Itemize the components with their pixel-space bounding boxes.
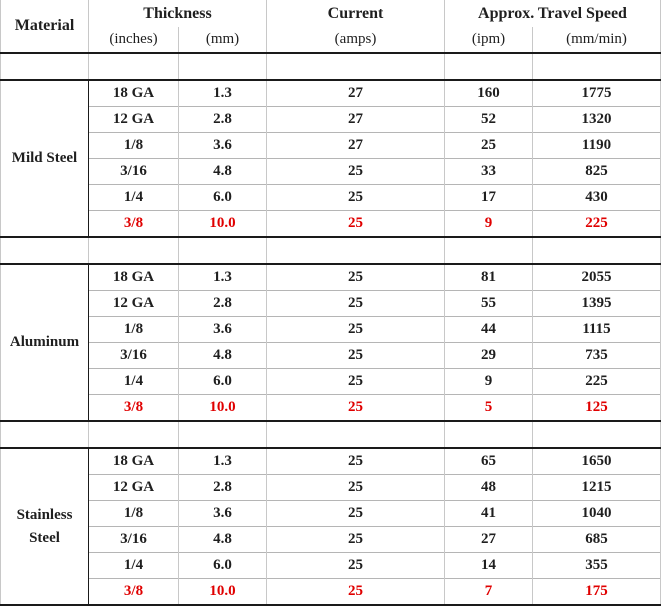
speed-ipm-cell: 9 bbox=[445, 211, 533, 238]
current-amps-cell: 25 bbox=[267, 448, 445, 475]
current-amps-cell: 25 bbox=[267, 264, 445, 291]
current-amps-cell: 25 bbox=[267, 211, 445, 238]
thickness-mm-cell: 3.6 bbox=[179, 133, 267, 159]
table-row bbox=[1, 369, 661, 395]
thickness-inches-cell: 3/16 bbox=[89, 343, 179, 369]
speed-ipm-cell: 9 bbox=[445, 369, 533, 395]
current-amps-cell: 27 bbox=[267, 80, 445, 107]
speed-ipm-cell: 27 bbox=[445, 527, 533, 553]
speed-mmmin-cell: 735 bbox=[533, 343, 661, 369]
speed-mmmin-cell: 1190 bbox=[533, 133, 661, 159]
material-cell bbox=[1, 80, 89, 237]
thickness-mm-cell: 6.0 bbox=[179, 369, 267, 395]
current-amps-cell: 25 bbox=[267, 185, 445, 211]
speed-ipm-cell: 44 bbox=[445, 317, 533, 343]
spacer-cell bbox=[179, 53, 267, 80]
thickness-inches-cell: 3/16 bbox=[89, 159, 179, 185]
speed-mmmin-header: (mm/min) bbox=[533, 27, 661, 53]
speed-mmmin-cell: 825 bbox=[533, 159, 661, 185]
speed-ipm-cell: 65 bbox=[445, 448, 533, 475]
thickness-mm-cell: 1.3 bbox=[179, 448, 267, 475]
speed-mmmin-cell: 685 bbox=[533, 527, 661, 553]
table-row bbox=[1, 579, 661, 606]
speed-mmmin-cell: 2055 bbox=[533, 264, 661, 291]
thickness-mm-cell: 10.0 bbox=[179, 395, 267, 422]
thickness-inches-header: (inches) bbox=[89, 27, 179, 53]
speed-mmmin-cell: 355 bbox=[533, 553, 661, 579]
speed-ipm-cell: 33 bbox=[445, 159, 533, 185]
thickness-mm-cell: 6.0 bbox=[179, 185, 267, 211]
travel-speed-header: Approx. Travel Speed bbox=[445, 0, 661, 27]
spacer-cell bbox=[89, 237, 179, 264]
speed-ipm-cell: 25 bbox=[445, 133, 533, 159]
current-amps-cell: 25 bbox=[267, 501, 445, 527]
thickness-inches-cell: 1/8 bbox=[89, 133, 179, 159]
spacer-cell bbox=[179, 237, 267, 264]
table-row bbox=[1, 501, 661, 527]
table-body bbox=[1, 53, 661, 605]
material-cell bbox=[1, 448, 89, 605]
thickness-inches-cell: 3/16 bbox=[89, 527, 179, 553]
table-row bbox=[1, 185, 661, 211]
thickness-mm-cell: 4.8 bbox=[179, 159, 267, 185]
current-amps-cell: 25 bbox=[267, 317, 445, 343]
speed-mmmin-cell: 430 bbox=[533, 185, 661, 211]
thickness-inches-cell: 18 GA bbox=[89, 264, 179, 291]
current-amps-cell: 25 bbox=[267, 369, 445, 395]
spacer-cell bbox=[267, 53, 445, 80]
speed-mmmin-cell: 1775 bbox=[533, 80, 661, 107]
table-row bbox=[1, 475, 661, 501]
speed-mmmin-cell: 225 bbox=[533, 369, 661, 395]
speed-mmmin-cell: 125 bbox=[533, 395, 661, 422]
spacer-cell bbox=[445, 237, 533, 264]
material-label: Mild Steel bbox=[11, 150, 78, 166]
spacer-cell bbox=[89, 421, 179, 448]
speed-mmmin-cell: 1040 bbox=[533, 501, 661, 527]
table-row bbox=[1, 211, 661, 238]
current-amps-cell: 27 bbox=[267, 133, 445, 159]
spacer-cell bbox=[1, 53, 89, 80]
thickness-mm-cell: 10.0 bbox=[179, 579, 267, 606]
speed-mmmin-cell: 1395 bbox=[533, 291, 661, 317]
thickness-mm-header: (mm) bbox=[179, 27, 267, 53]
current-amps-cell: 25 bbox=[267, 579, 445, 606]
thickness-mm-cell: 6.0 bbox=[179, 553, 267, 579]
table-row bbox=[1, 159, 661, 185]
thickness-inches-cell: 1/8 bbox=[89, 501, 179, 527]
table-row bbox=[1, 133, 661, 159]
current-amps-cell: 25 bbox=[267, 159, 445, 185]
speed-ipm-cell: 29 bbox=[445, 343, 533, 369]
spacer-cell bbox=[89, 53, 179, 80]
thickness-mm-cell: 1.3 bbox=[179, 80, 267, 107]
speed-mmmin-cell: 1650 bbox=[533, 448, 661, 475]
speed-ipm-cell: 41 bbox=[445, 501, 533, 527]
material-header: Material bbox=[1, 0, 89, 53]
spacer-cell bbox=[179, 421, 267, 448]
thickness-inches-cell: 1/8 bbox=[89, 317, 179, 343]
thickness-mm-cell: 4.8 bbox=[179, 343, 267, 369]
thickness-mm-cell: 3.6 bbox=[179, 501, 267, 527]
thickness-inches-cell: 18 GA bbox=[89, 448, 179, 475]
current-amps-cell: 25 bbox=[267, 343, 445, 369]
speed-ipm-cell: 160 bbox=[445, 80, 533, 107]
current-amps-cell: 27 bbox=[267, 107, 445, 133]
table-row bbox=[1, 395, 661, 422]
speed-ipm-cell: 17 bbox=[445, 185, 533, 211]
thickness-mm-cell: 1.3 bbox=[179, 264, 267, 291]
group-spacer-row bbox=[1, 237, 661, 264]
speed-ipm-cell: 52 bbox=[445, 107, 533, 133]
table-row bbox=[1, 107, 661, 133]
speed-mmmin-cell: 225 bbox=[533, 211, 661, 238]
thickness-mm-cell: 3.6 bbox=[179, 317, 267, 343]
current-amps-cell: 25 bbox=[267, 395, 445, 422]
header-row-units bbox=[1, 27, 661, 53]
spacer-cell bbox=[267, 421, 445, 448]
speed-mmmin-cell: 1215 bbox=[533, 475, 661, 501]
thickness-inches-cell: 12 GA bbox=[89, 475, 179, 501]
thickness-inches-cell: 18 GA bbox=[89, 80, 179, 107]
spacer-cell bbox=[445, 53, 533, 80]
material-label: Aluminum bbox=[9, 334, 80, 350]
spacer-cell bbox=[1, 421, 89, 448]
table-row bbox=[1, 317, 661, 343]
thickness-mm-cell: 4.8 bbox=[179, 527, 267, 553]
header-row-primary bbox=[1, 0, 661, 27]
speed-ipm-cell: 7 bbox=[445, 579, 533, 606]
material-cell bbox=[1, 264, 89, 421]
spacer-cell bbox=[533, 237, 661, 264]
current-amps-cell: 25 bbox=[267, 527, 445, 553]
spacer-cell bbox=[533, 421, 661, 448]
spacer-cell bbox=[445, 421, 533, 448]
spacer-cell bbox=[1, 237, 89, 264]
speed-mmmin-cell: 1320 bbox=[533, 107, 661, 133]
material-label: Steel bbox=[29, 529, 60, 546]
current-amps-cell: 25 bbox=[267, 475, 445, 501]
speed-mmmin-cell: 175 bbox=[533, 579, 661, 606]
thickness-inches-cell: 3/8 bbox=[89, 395, 179, 422]
current-amps-header: (amps) bbox=[267, 27, 445, 53]
table-row bbox=[1, 291, 661, 317]
speed-ipm-cell: 81 bbox=[445, 264, 533, 291]
thickness-header: Thickness bbox=[89, 0, 267, 27]
thickness-mm-cell: 2.8 bbox=[179, 291, 267, 317]
speed-ipm-cell: 48 bbox=[445, 475, 533, 501]
table-row bbox=[1, 80, 661, 107]
thickness-inches-cell: 12 GA bbox=[89, 291, 179, 317]
speed-mmmin-cell: 1115 bbox=[533, 317, 661, 343]
table-row bbox=[1, 343, 661, 369]
speed-ipm-header: (ipm) bbox=[445, 27, 533, 53]
thickness-inches-cell: 1/4 bbox=[89, 369, 179, 395]
current-amps-cell: 25 bbox=[267, 291, 445, 317]
current-header: Current bbox=[267, 0, 445, 27]
speed-ipm-cell: 14 bbox=[445, 553, 533, 579]
thickness-inches-cell: 3/8 bbox=[89, 579, 179, 606]
thickness-mm-cell: 10.0 bbox=[179, 211, 267, 238]
speed-ipm-cell: 55 bbox=[445, 291, 533, 317]
spacer-cell bbox=[533, 53, 661, 80]
thickness-inches-cell: 1/4 bbox=[89, 185, 179, 211]
thickness-mm-cell: 2.8 bbox=[179, 475, 267, 501]
group-spacer-row bbox=[1, 53, 661, 80]
table-row bbox=[1, 264, 661, 291]
current-amps-cell: 25 bbox=[267, 553, 445, 579]
speed-ipm-cell: 5 bbox=[445, 395, 533, 422]
thickness-inches-cell: 12 GA bbox=[89, 107, 179, 133]
thickness-inches-cell: 1/4 bbox=[89, 553, 179, 579]
spacer-cell bbox=[267, 237, 445, 264]
table-row bbox=[1, 448, 661, 475]
material-label: Stainless bbox=[16, 506, 73, 523]
table-row bbox=[1, 553, 661, 579]
thickness-mm-cell: 2.8 bbox=[179, 107, 267, 133]
table-row bbox=[1, 527, 661, 553]
thickness-inches-cell: 3/8 bbox=[89, 211, 179, 238]
group-spacer-row bbox=[1, 421, 661, 448]
